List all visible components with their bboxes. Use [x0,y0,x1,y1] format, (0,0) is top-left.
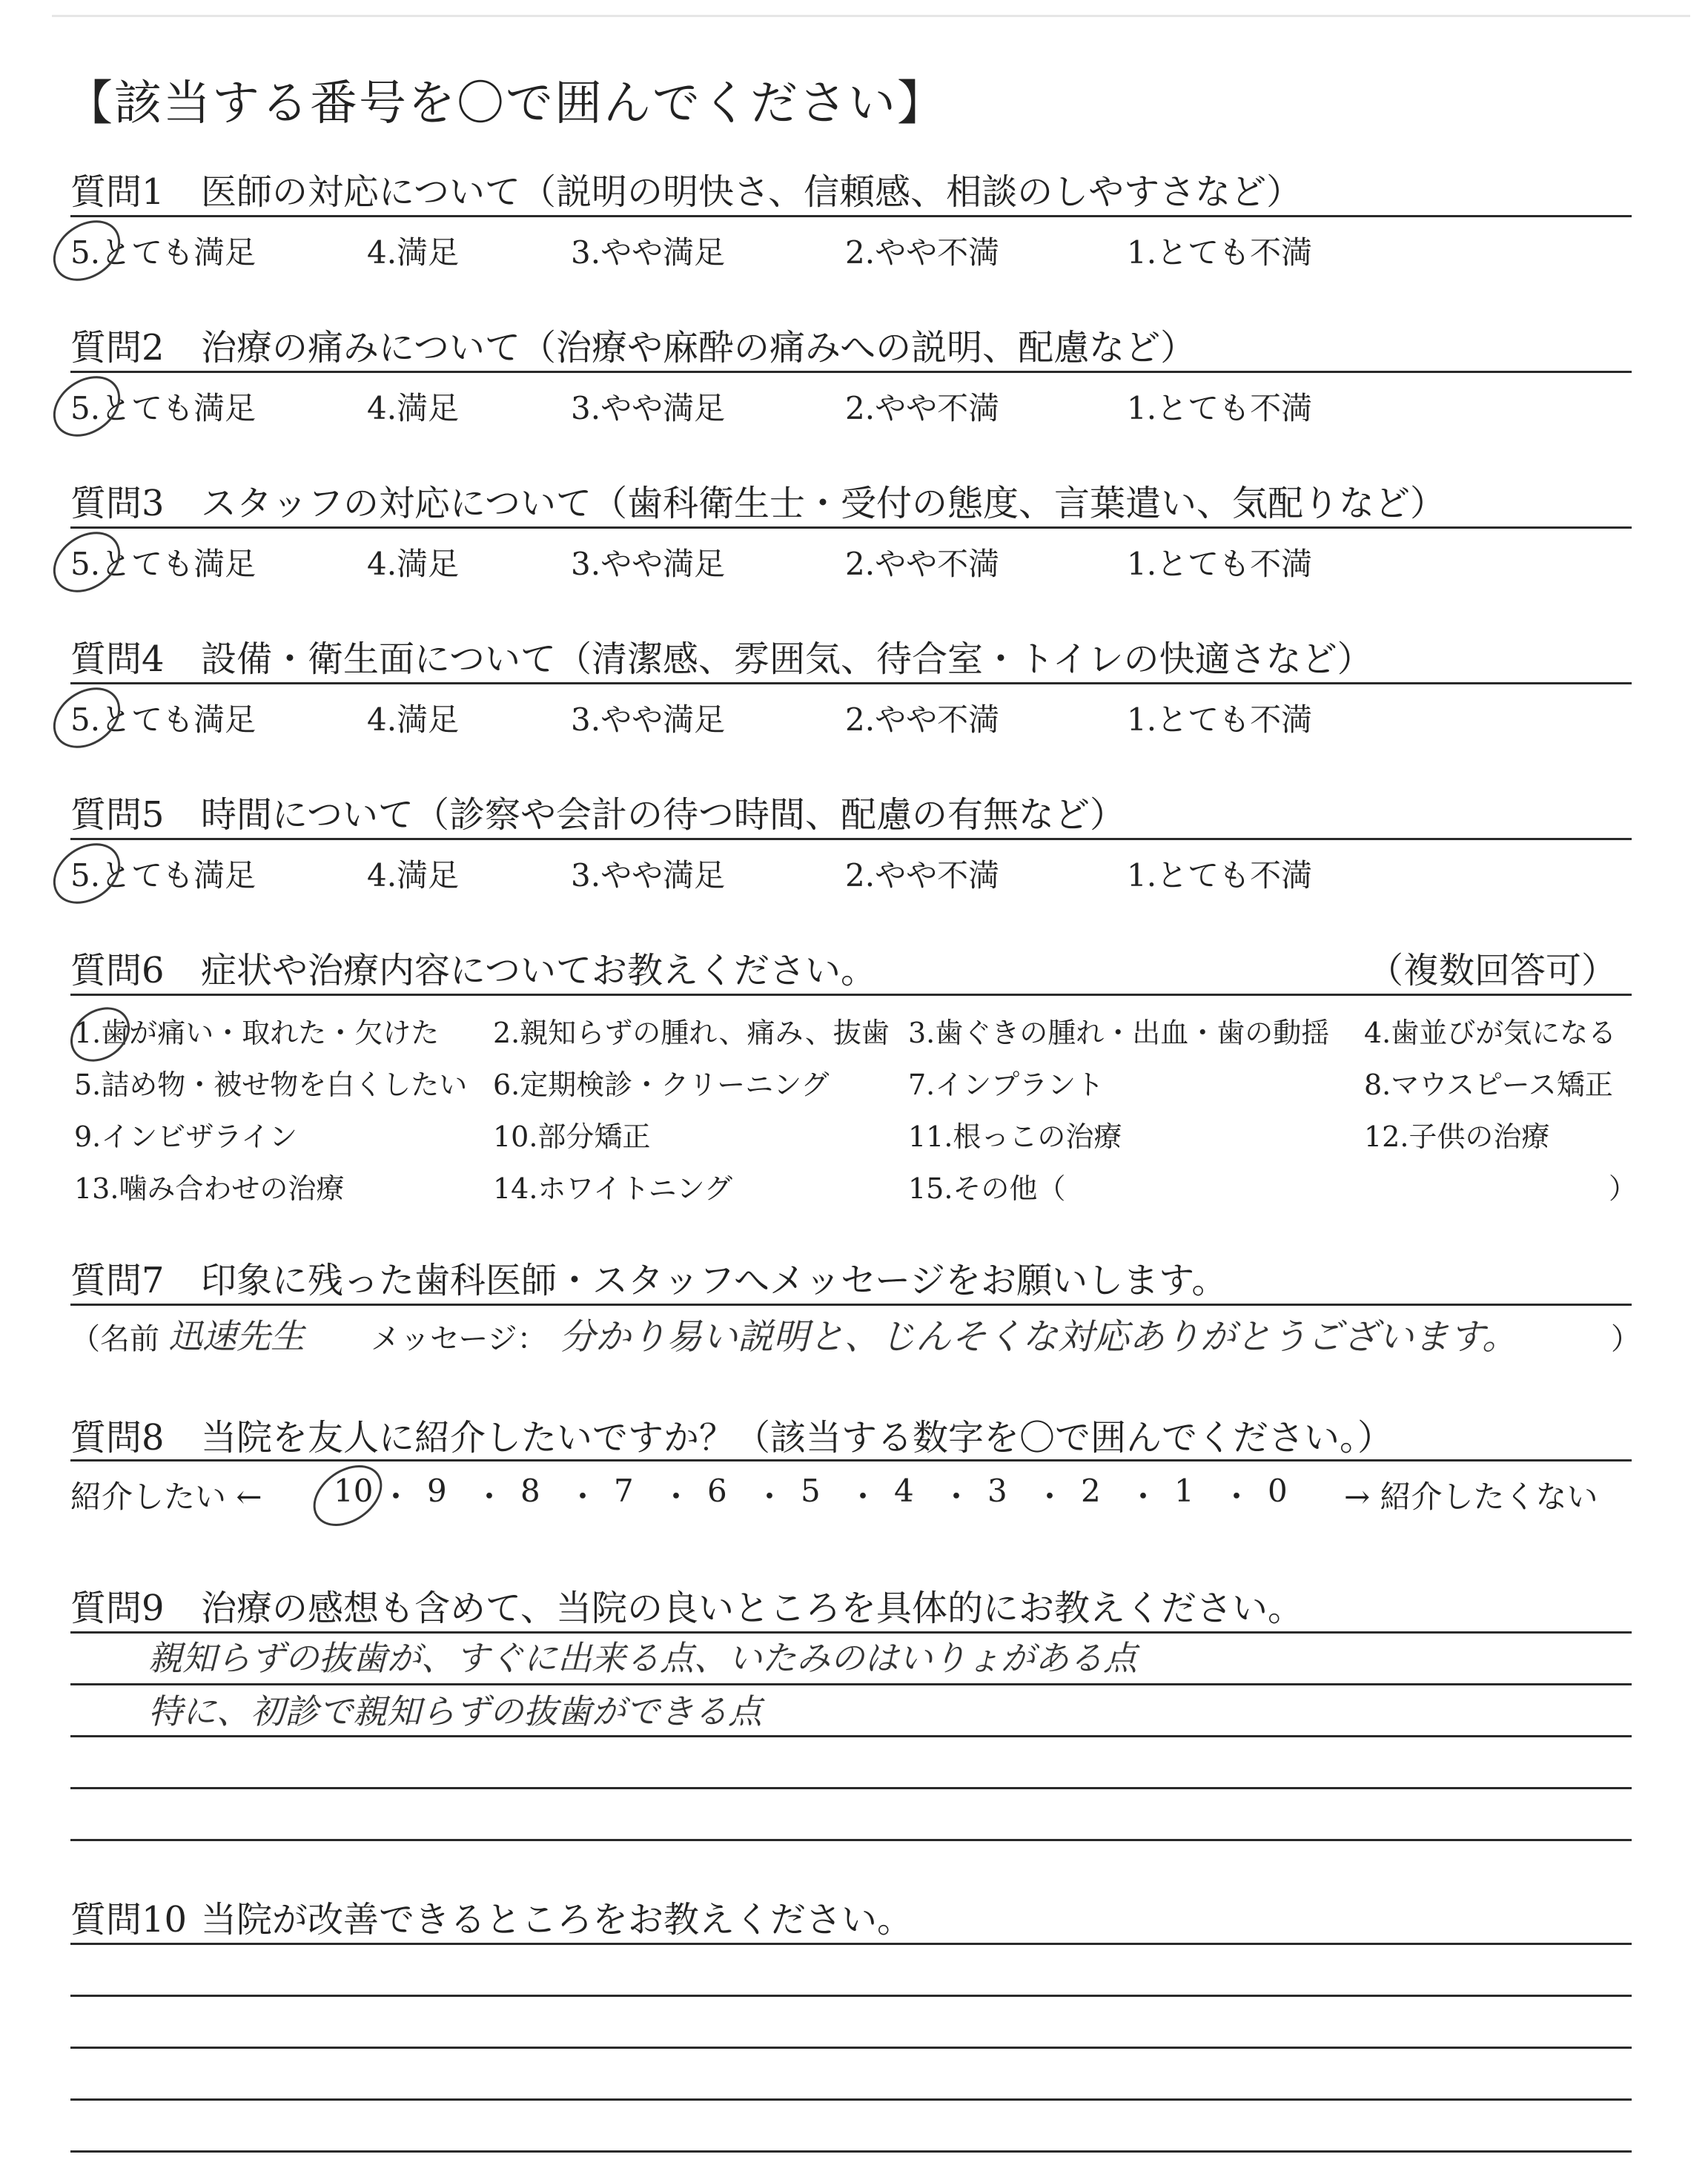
question-2-title [70,319,1196,370]
rating-option[interactable]: 4.満足 [367,546,460,582]
question-text: 設備・衛生面について（清潔感、雰囲気、待合室・トイレの快適さなど） [201,638,1373,680]
question-number: 質問2 [70,327,165,369]
answer-line [70,1735,1632,1737]
scale-number[interactable]: 6 [707,1473,727,1509]
rating-option[interactable]: 3.やや満足 [571,390,726,426]
rating-options [70,384,1632,429]
rating-option[interactable]: 5.とても満足 [70,546,256,582]
rating-option[interactable]: 1.とても不満 [1127,701,1313,738]
scale-separator: ・ [1221,1479,1253,1515]
question-number: 質問9 [70,1588,165,1629]
question-text: 治療の感想も含めて、当院の良いところを具体的にお教えください。 [201,1588,1304,1629]
symptom-option[interactable]: 4.歯並びが気になる [1364,1017,1617,1049]
rating-option[interactable]: 1.とても不満 [1127,234,1313,271]
rating-option[interactable]: 5.とても満足 [70,701,256,738]
question-text: 当院が改善できるところをお教えください。 [201,1899,913,1941]
scale-number[interactable]: 3 [987,1473,1007,1509]
scale-number[interactable]: 7 [614,1473,634,1509]
symptom-option[interactable]: 7.インプラント [908,1069,1105,1101]
symptom-option[interactable]: 10.部分矯正 [493,1120,651,1153]
rating-option[interactable]: 1.とても不満 [1127,390,1313,426]
symptom-option[interactable]: 12.子供の治療 [1364,1120,1550,1153]
rating-option[interactable]: 1.とても不満 [1127,857,1313,894]
question-number: 質問1 [70,171,165,213]
rating-option[interactable]: 2.やや不満 [845,701,1000,738]
rating-option[interactable]: 4.満足 [367,701,460,738]
symptom-option[interactable]: 1.歯が痛い・取れた・欠けた [74,1017,440,1049]
rating-option[interactable]: 2.やや不満 [845,857,1000,894]
answer-line [70,1943,1632,1945]
selection-circle [42,363,132,449]
symptom-option[interactable]: 2.親知らずの腫れ、痛み、抜歯 [493,1017,890,1049]
answer-line [70,2098,1632,2101]
scale-separator: ・ [754,1479,786,1515]
question-6-title [70,942,876,993]
rating-options [70,696,1632,740]
question-number: 質問5 [70,794,165,836]
message-label: メッセージ： [371,1322,547,1356]
answer-line [70,2047,1632,2049]
rating-option[interactable]: 3.やや満足 [571,546,726,582]
message-value: 分かり易い説明と、じんそくな対応ありがとうございます。 [560,1316,1518,1358]
symptom-option[interactable]: 14.ホワイトニング [493,1172,733,1205]
selection-circle [42,830,132,916]
scale-separator: ・ [380,1479,412,1515]
rating-option[interactable]: 3.やや満足 [571,701,726,738]
question-7-title [70,1252,1227,1303]
selection-circle [42,208,132,293]
question-10-title [70,1891,913,1942]
question-9-title [70,1579,1303,1631]
scale-number[interactable]: 8 [520,1473,540,1509]
question-text: 症状や治療内容についてお教えください。 [201,950,877,991]
scale-separator: ・ [1034,1479,1066,1515]
question-3-title [70,475,1446,526]
scale-separator: ・ [474,1479,506,1515]
rating-options [70,228,1632,273]
scale-number[interactable]: 2 [1081,1473,1101,1509]
scale-separator: ・ [941,1479,973,1515]
rating-option[interactable]: 5.とても満足 [70,390,256,426]
symptom-option[interactable]: 15.その他（ [908,1172,1066,1205]
question-rule [70,838,1632,840]
answer-line [70,1995,1632,1997]
question-6-rule [70,994,1632,996]
question-number: 質問3 [70,483,165,524]
answer-line [70,1787,1632,1789]
question-5-title [70,786,1125,837]
answer-line [70,1839,1632,1841]
question-number: 質問7 [70,1260,165,1301]
question-text: 治療の痛みについて（治療や麻酔の痛みへの説明、配慮など） [201,327,1196,369]
scale-separator: ・ [567,1479,599,1515]
scale-number[interactable]: 9 [427,1473,447,1509]
question-text: 印象に残った歯科医師・スタッフへメッセージをお願いします。 [201,1260,1228,1301]
symptom-option[interactable]: 11.根っこの治療 [908,1120,1122,1153]
rating-options [70,540,1632,584]
selection-circle [302,1453,394,1539]
message-close: ） [1611,1322,1641,1356]
question-number: 質問8 [70,1417,165,1459]
symptom-option[interactable]: ） [1609,1172,1638,1205]
question-rule [70,371,1632,373]
symptom-option[interactable]: 9.インビザライン [74,1120,298,1153]
question-4-title [70,630,1373,681]
question-rule [70,682,1632,684]
scale-number[interactable]: 4 [894,1473,914,1509]
rating-options [70,851,1632,896]
scale-separator: ・ [661,1479,692,1515]
handwritten-answer: 親知らずの抜歯が、すぐに出来る点、いたみのはいりょがある点 [148,1638,1137,1678]
page-header: 【該当する番号を〇で囲んでください】 [65,76,946,131]
scale-number[interactable]: 0 [1268,1473,1288,1509]
rating-option[interactable]: 2.やや不満 [845,234,1000,271]
question-number: 質問4 [70,638,165,680]
question-text: 当院を友人に紹介したいですか？（該当する数字を〇で囲んでください。） [201,1417,1394,1459]
rating-option[interactable]: 5.とても満足 [70,234,256,271]
rating-option[interactable]: 3.やや満足 [571,857,726,894]
name-label: （名前 [70,1322,159,1356]
symptom-option[interactable]: 5.詰め物・被せ物を白くしたい [74,1069,468,1101]
scale-separator: ・ [847,1479,879,1515]
scale-left-label: 紹介したい ← [70,1479,262,1515]
rating-option[interactable]: 4.満足 [367,234,460,271]
scale-number[interactable]: 1 [1174,1473,1194,1509]
scale-separator: ・ [1128,1479,1159,1515]
message-row [70,1305,1641,1358]
question-8-rule [70,1459,1632,1462]
question-number: 質問10 [70,1899,188,1941]
rating-option[interactable]: 1.とても不満 [1127,546,1313,582]
handwritten-answer: 特に、初診で親知らずの抜歯ができる点 [148,1691,762,1731]
question-rule [70,526,1632,529]
question-6-note: （複数回答可） [1368,950,1618,991]
question-rule [70,215,1632,217]
question-1-title [70,163,1302,214]
rating-option[interactable]: 3.やや満足 [571,234,726,271]
top-edge [52,15,1690,17]
rating-option[interactable]: 2.やや不満 [845,390,1000,426]
symptom-option[interactable]: 13.噛み合わせの治療 [74,1172,345,1205]
rating-option[interactable]: 5.とても満足 [70,857,256,894]
rating-option[interactable]: 2.やや不満 [845,546,1000,582]
scale-number[interactable]: 10 [334,1473,374,1509]
symptom-option[interactable]: 8.マウスピース矯正 [1364,1069,1613,1101]
answer-line [70,2150,1632,2153]
selection-circle [42,675,132,760]
rating-option[interactable]: 4.満足 [367,390,460,426]
name-value: 迅速先生 [168,1316,305,1356]
symptom-option[interactable]: 3.歯ぐきの腫れ・出血・歯の動揺 [908,1017,1330,1049]
scale-number[interactable]: 5 [801,1473,821,1509]
question-number: 質問6 [70,950,165,991]
question-text: 時間について（診察や会計の待つ時間、配慮の有無など） [201,794,1126,836]
rating-option[interactable]: 4.満足 [367,857,460,894]
selection-circle [42,519,132,604]
recommend-scale [70,1473,1635,1517]
question-8-title [70,1409,1393,1460]
question-text: 医師の対応について（説明の明快さ、信頼感、相談のしやすさなど） [201,171,1302,213]
scale-right-label: → 紹介したくない [1344,1479,1598,1515]
question-text: スタッフの対応について（歯科衛生士・受付の態度、言葉遣い、気配りなど） [201,483,1446,524]
symptom-option[interactable]: 6.定期検診・クリーニング [493,1069,830,1101]
